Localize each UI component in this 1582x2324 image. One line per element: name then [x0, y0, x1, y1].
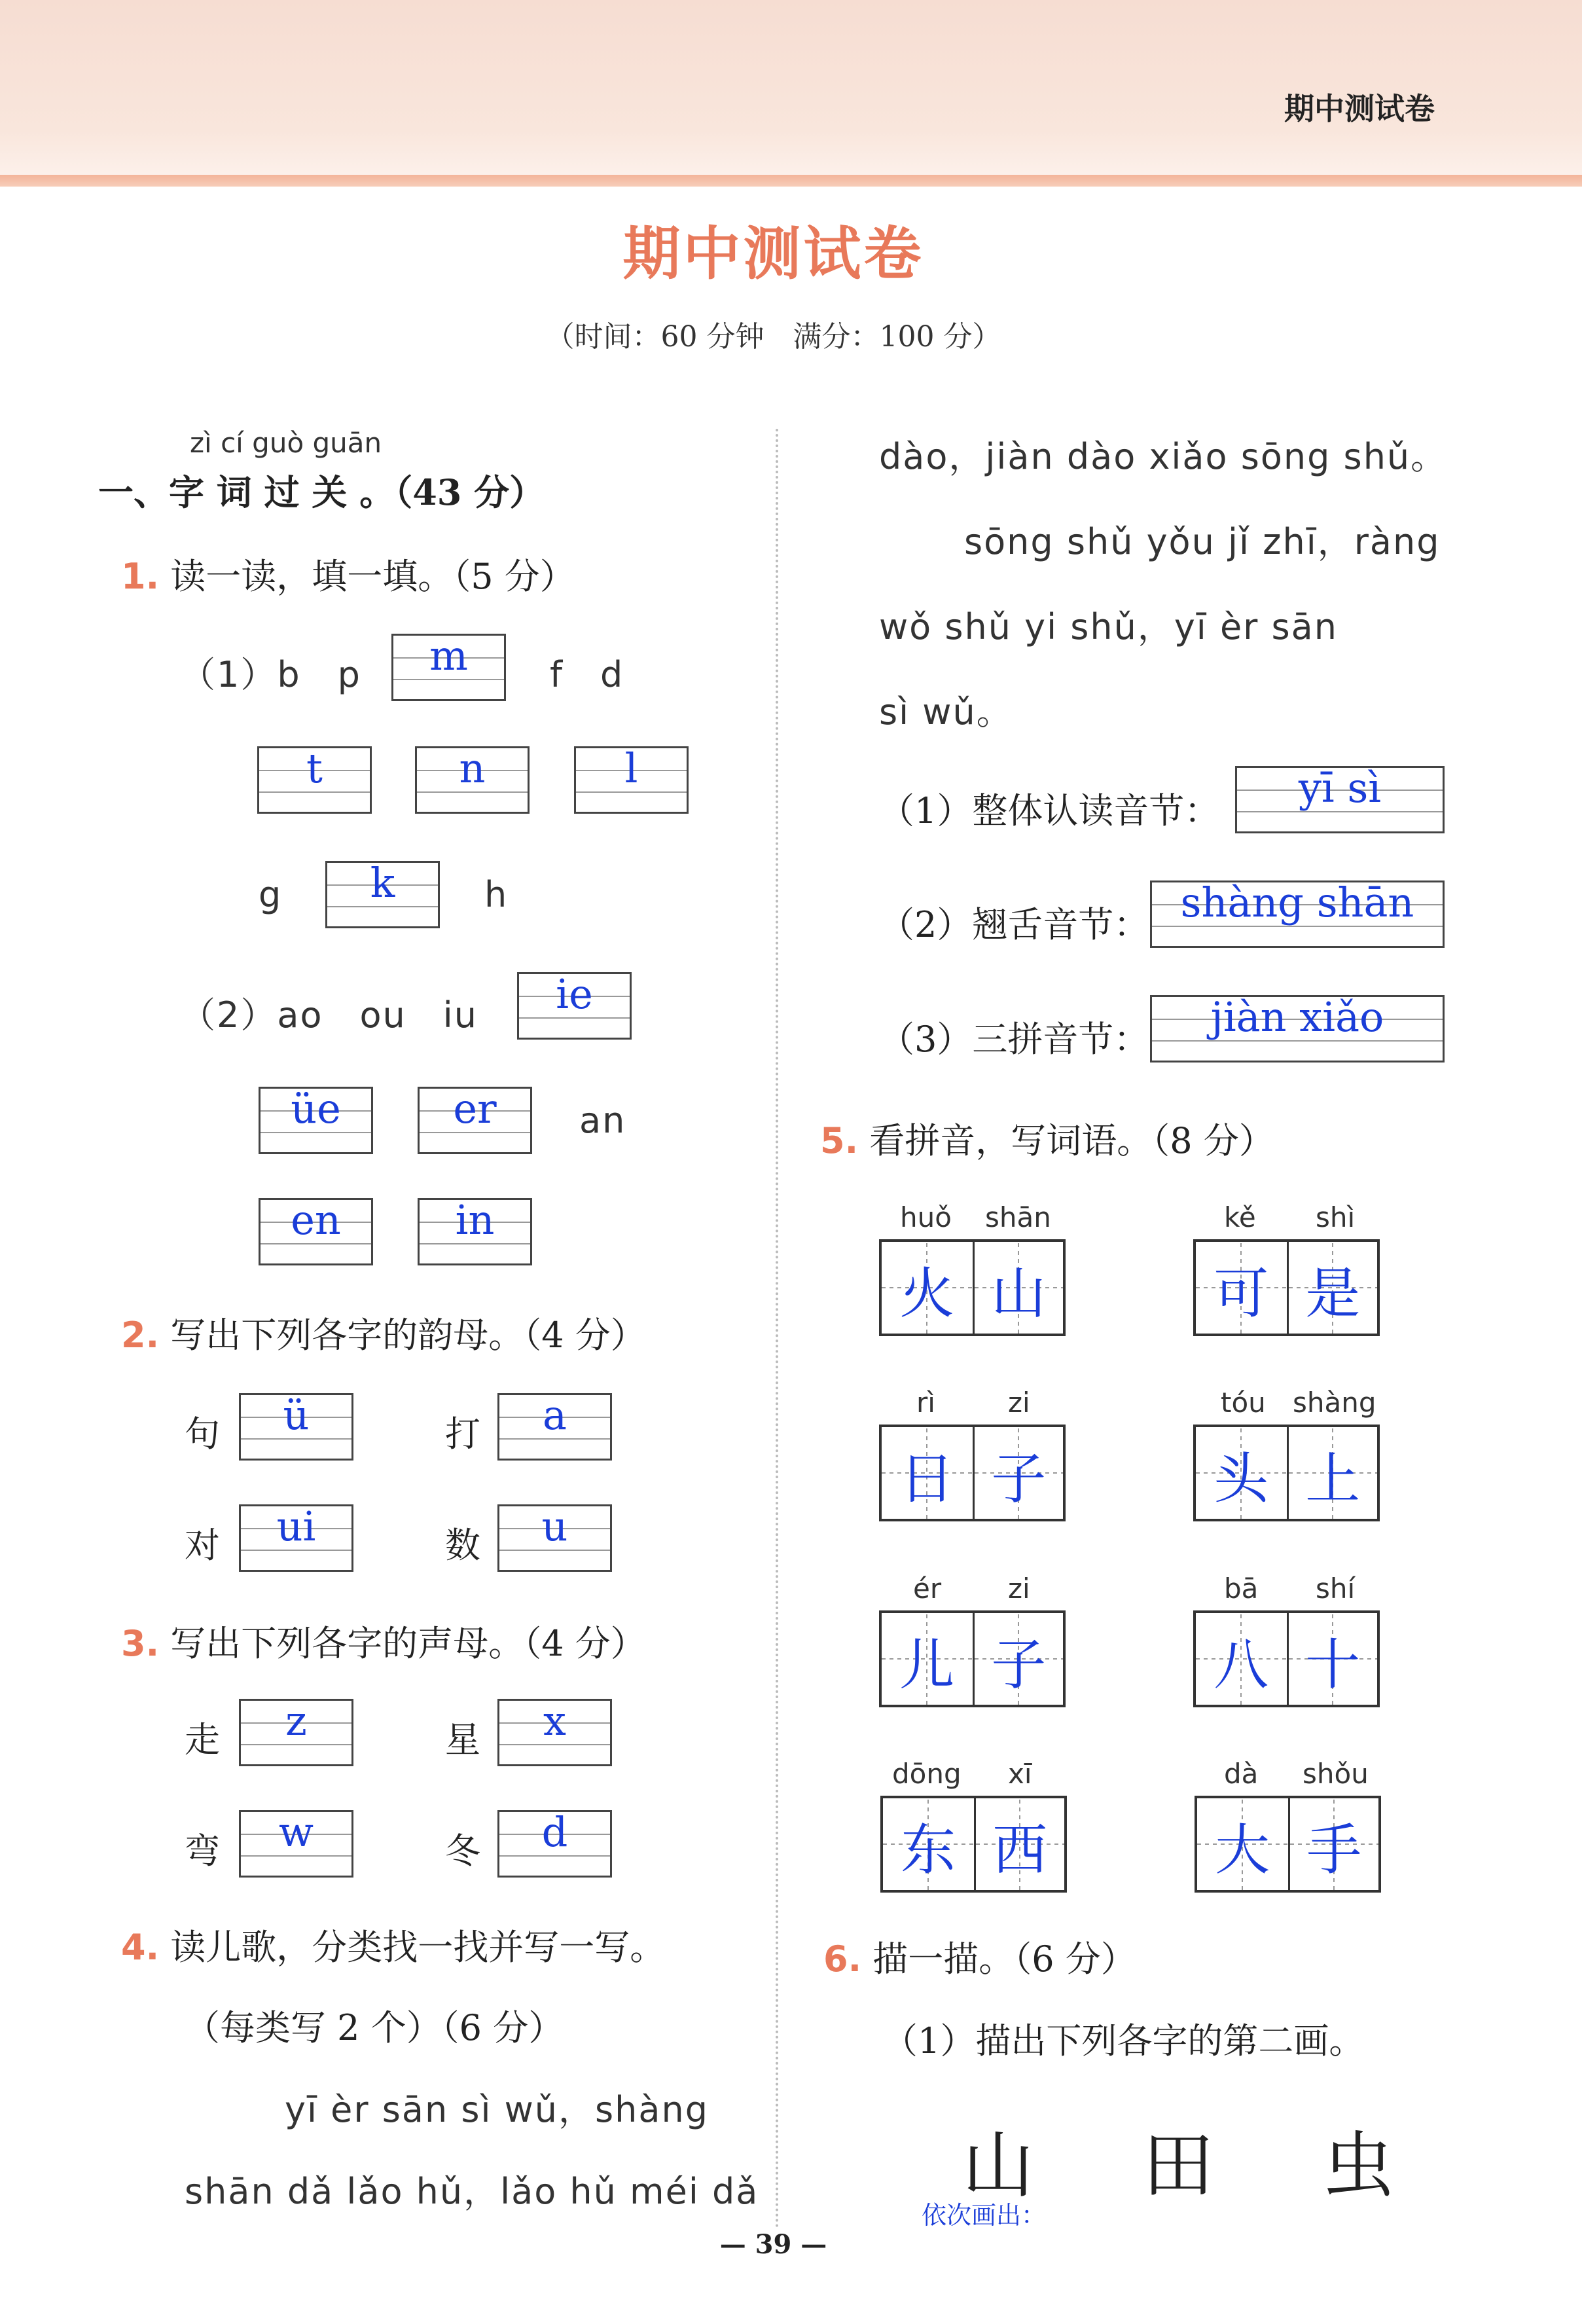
answer-box: d	[497, 1810, 612, 1878]
word-pinyin: huǒ	[900, 1201, 952, 1233]
word-pinyin: shàng	[1293, 1387, 1376, 1419]
q1-p2-label: （2）ao ou iu	[180, 994, 478, 1036]
word-pinyin: dà	[1224, 1758, 1259, 1790]
q1-g: g	[259, 874, 283, 915]
q6-text: 描一描。（6 分）	[872, 1938, 1136, 1980]
q1-number: 1.	[121, 556, 160, 597]
q2-number: 2.	[121, 1315, 160, 1356]
tian-grid: 可 是	[1193, 1239, 1380, 1336]
tian-grid: 儿 子	[879, 1610, 1066, 1707]
q3-number: 3.	[121, 1623, 160, 1664]
q2-char: 打	[445, 1413, 480, 1455]
answer-box: ui	[239, 1504, 353, 1572]
q4-text2: （每类写 2 个）（6 分）	[185, 2007, 564, 2048]
section-heading: 一、字 词 过 关 。（43 分）	[98, 471, 545, 513]
answer-box: z	[239, 1699, 353, 1766]
answer-box: n	[415, 746, 530, 814]
song-line: yī èr sān sì wǔ，shàng	[285, 2089, 709, 2130]
q3-char: 星	[445, 1719, 480, 1760]
tian-grid: 东 西	[880, 1796, 1067, 1893]
song-line: sōng shǔ yǒu jǐ zhī，ràng	[964, 521, 1441, 562]
q6-sub1: （1）描出下列各字的第二画。	[882, 2020, 1365, 2061]
page-number: — 39 —	[719, 2229, 827, 2260]
trace-char: 田	[1142, 2124, 1214, 2207]
song-line: shān dǎ lǎo hǔ，lǎo hǔ méi dǎ	[185, 2171, 759, 2212]
word-pinyin: xī	[1008, 1758, 1032, 1790]
song-line: wǒ shǔ yi shǔ，yī èr sān	[879, 606, 1338, 647]
q3-char: 冬	[445, 1830, 480, 1872]
answer-box: ie	[517, 972, 632, 1040]
q4-sub-label: （3）三拼音节：	[879, 1019, 1149, 1060]
tian-grid: 八 十	[1193, 1610, 1380, 1707]
q2-char: 对	[185, 1525, 220, 1566]
q5-text: 看拼音，写词语。（8 分）	[869, 1120, 1274, 1161]
trace-char: 虫	[1322, 2124, 1394, 2207]
answer-box: a	[497, 1393, 612, 1461]
q6-note: 依次画出：	[922, 2201, 1047, 2230]
answer-box: ü	[239, 1393, 353, 1461]
word-pinyin: kě	[1224, 1201, 1256, 1233]
column-divider	[776, 429, 778, 2229]
answer-box: l	[574, 746, 689, 814]
answer-box: en	[259, 1198, 373, 1265]
q3-char: 弯	[185, 1830, 220, 1872]
section-pinyin: zì cí guò guān	[190, 427, 382, 459]
answer-box: k	[325, 861, 440, 928]
tian-grid: 日 子	[879, 1425, 1066, 1521]
q3-text: 写出下列各字的声母。（4 分）	[170, 1623, 646, 1664]
q1-text: 读一读，填一填。（5 分）	[170, 556, 575, 597]
q1-p1-label: （1）b p	[180, 654, 361, 695]
answer-box: üe	[259, 1087, 373, 1154]
q1-an: an	[579, 1100, 626, 1141]
word-pinyin: rì	[916, 1387, 935, 1419]
q4-sub-label: （1）整体认读音节：	[879, 790, 1220, 831]
word-pinyin: shí	[1316, 1572, 1356, 1605]
q2-text: 写出下列各字的韵母。（4 分）	[170, 1315, 646, 1356]
song-line: dào，jiàn dào xiǎo sōng shǔ。	[879, 436, 1448, 477]
q3-char: 走	[185, 1719, 220, 1760]
q5-number: 5.	[820, 1120, 859, 1161]
trace-char: 山	[962, 2124, 1034, 2207]
word-pinyin: shì	[1316, 1201, 1356, 1233]
q4-text: 读儿歌，分类找一找并写一写。	[170, 1927, 666, 1968]
page-subtitle: （时间：60 分钟 满分：100 分）	[545, 320, 1001, 354]
answer-box: in	[418, 1198, 532, 1265]
q6-number: 6.	[823, 1938, 862, 1980]
page-title: 期中测试卷	[622, 219, 924, 287]
q4-sub-label: （2）翘舌音节：	[879, 904, 1149, 945]
answer-box: t	[257, 746, 372, 814]
answer-box: yī sì	[1235, 766, 1445, 833]
answer-box: er	[418, 1087, 532, 1154]
song-line: sì wǔ。	[879, 691, 1013, 733]
answer-box: u	[497, 1504, 612, 1572]
running-head: 期中测试卷	[1284, 91, 1435, 126]
word-pinyin: shān	[985, 1201, 1051, 1233]
answer-box: w	[239, 1810, 353, 1878]
tian-grid: 大 手	[1195, 1796, 1381, 1893]
q4-number: 4.	[121, 1927, 160, 1968]
word-pinyin: dōng	[892, 1758, 962, 1790]
word-pinyin: tóu	[1221, 1387, 1266, 1419]
word-pinyin: zi	[1008, 1387, 1030, 1419]
word-pinyin: ér	[913, 1572, 942, 1605]
q2-char: 句	[185, 1413, 220, 1455]
answer-box: shàng shān	[1150, 881, 1445, 948]
q2-char: 数	[445, 1525, 480, 1566]
word-pinyin: bā	[1224, 1572, 1259, 1605]
word-pinyin: zi	[1008, 1572, 1030, 1605]
answer-box: x	[497, 1699, 612, 1766]
tian-grid: 火 山	[879, 1239, 1066, 1336]
tian-grid: 头 上	[1193, 1425, 1380, 1521]
q1-h: h	[484, 874, 509, 915]
q1-p1-after: f d	[550, 654, 624, 695]
word-pinyin: shǒu	[1303, 1758, 1369, 1790]
answer-box: m	[391, 634, 506, 701]
answer-box: jiàn xiǎo	[1150, 995, 1445, 1062]
